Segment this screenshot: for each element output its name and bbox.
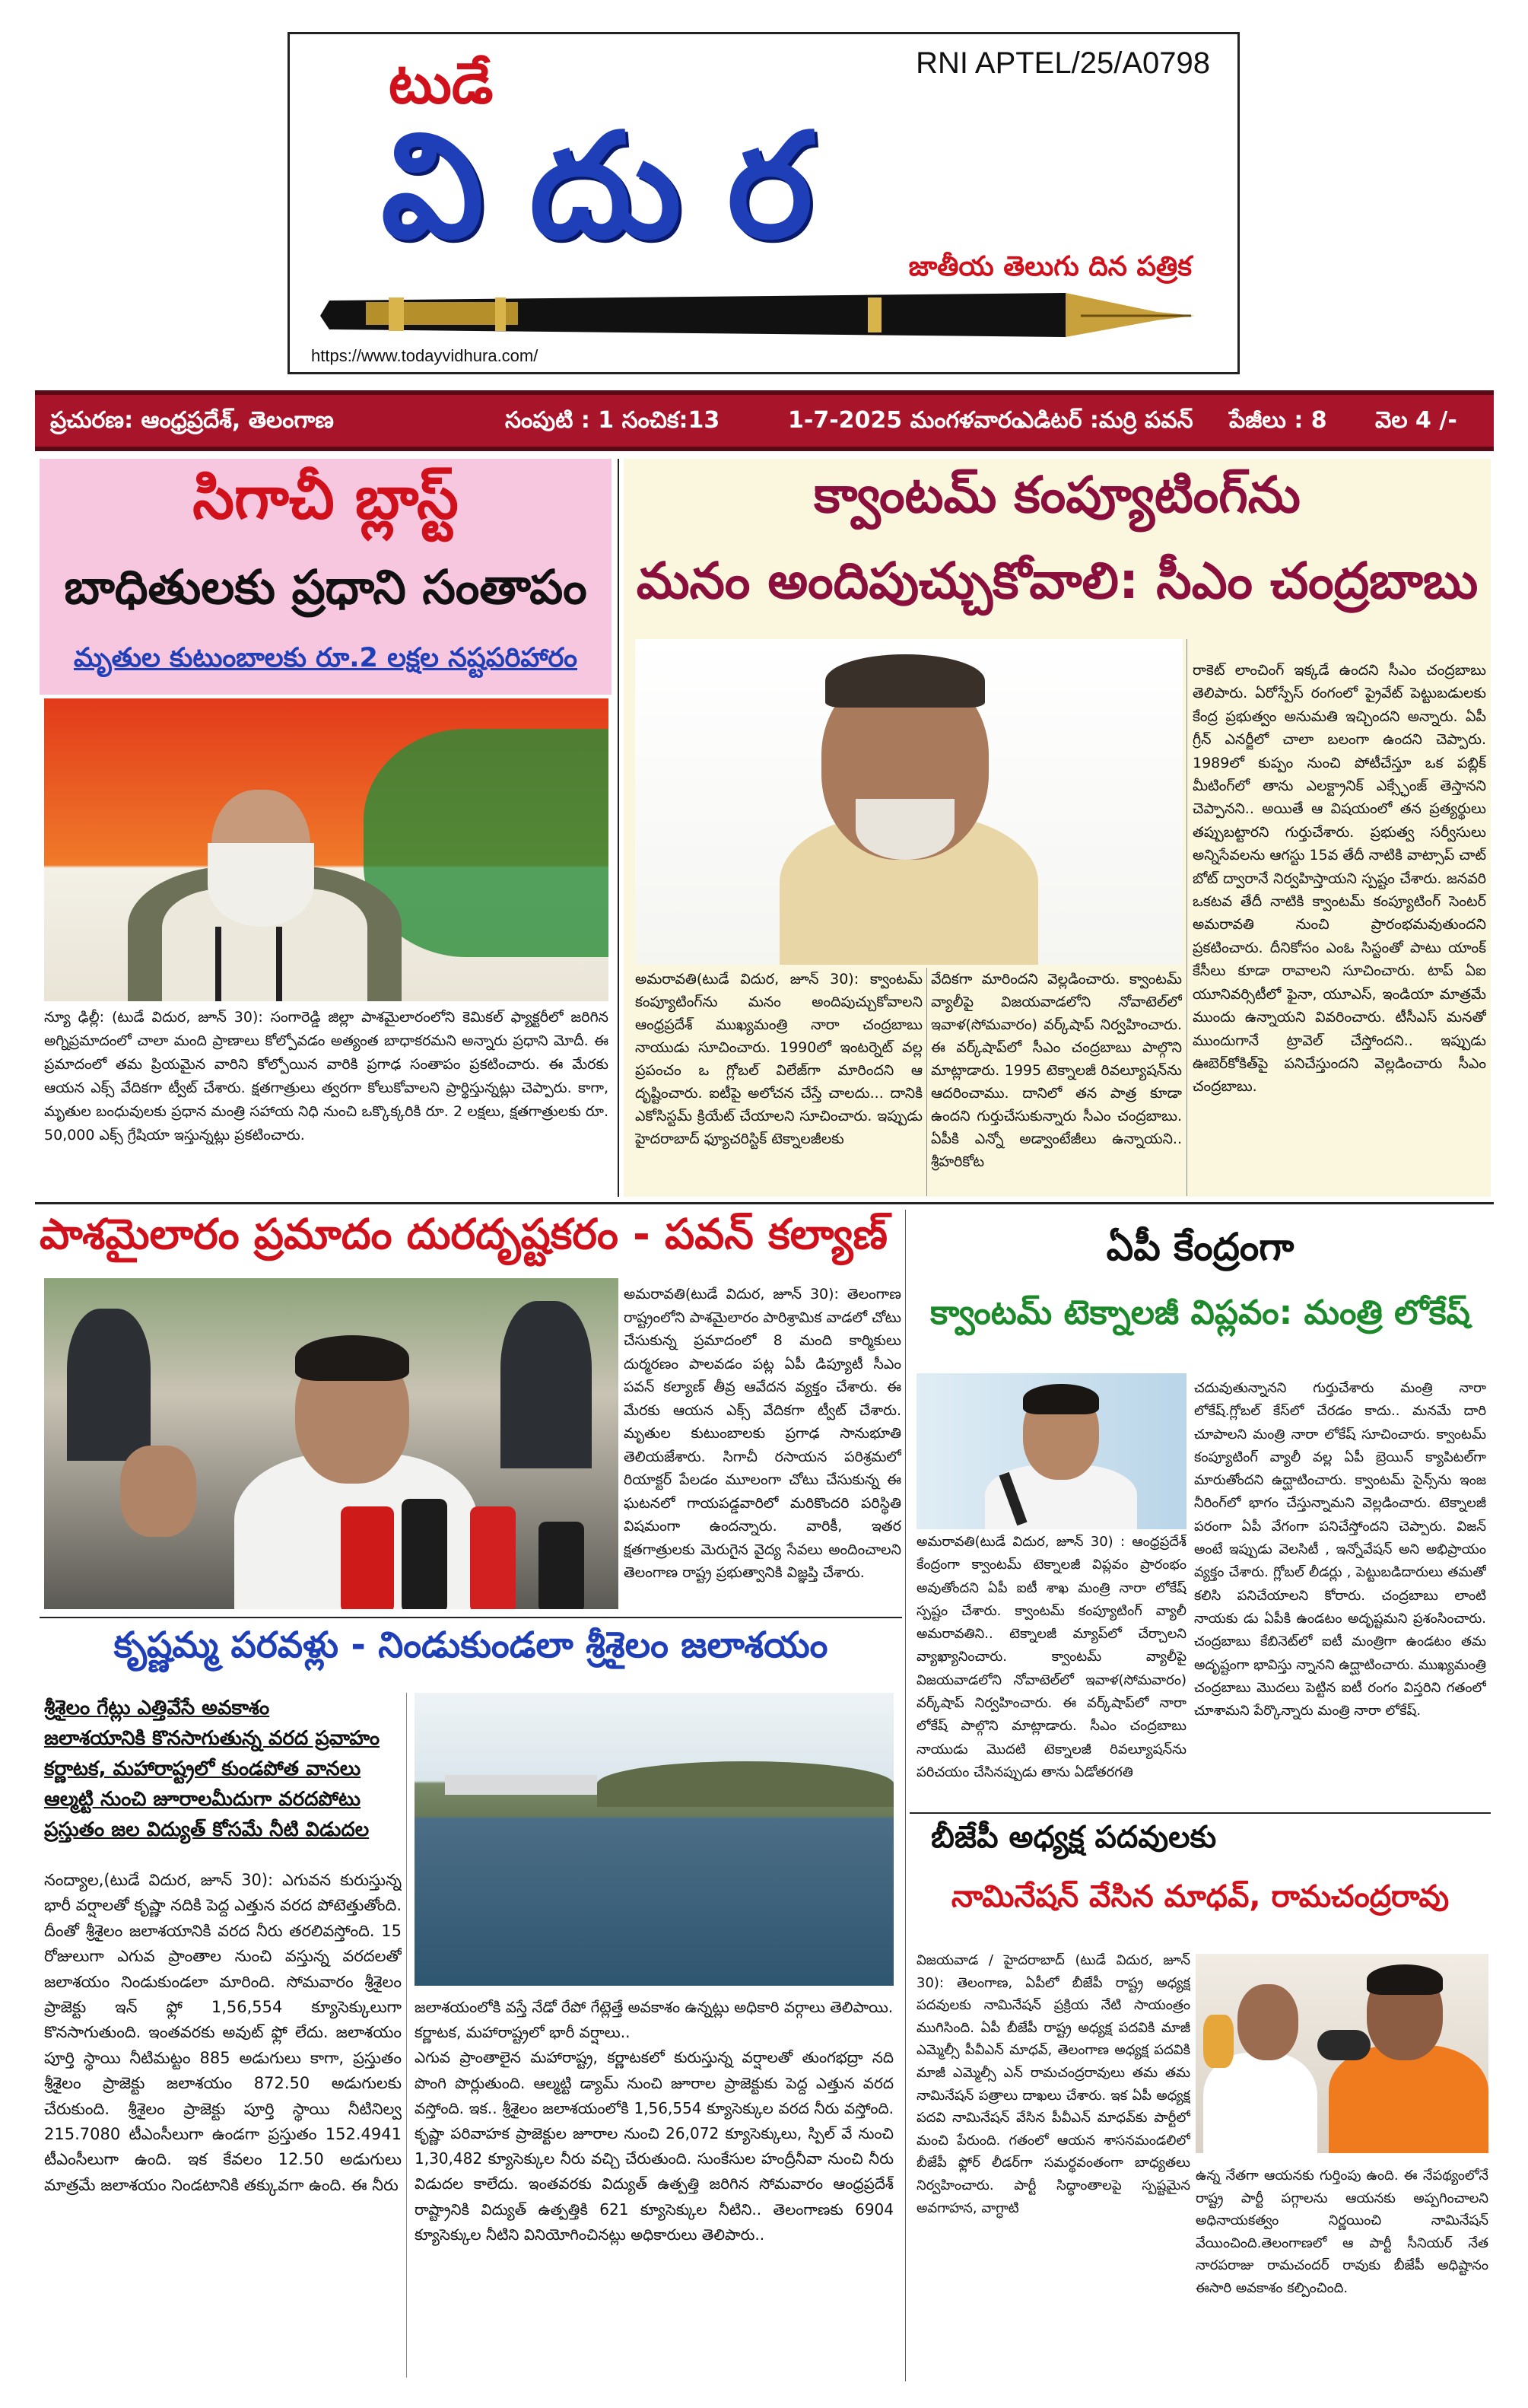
story4-kicker: ఏపీ కేంద్రంగా <box>1106 1225 1295 1269</box>
info-pages: పేజీలు : 8 <box>1229 407 1327 434</box>
story3-headline: పాశమైలారం ప్రమాదం దురదృష్టకరం - పవన్ కల్యాణ్ <box>40 1210 888 1258</box>
masthead-title: విదుర <box>381 102 859 270</box>
masthead-tagline: జాతీయ తెలుగు దిన పత్రిక <box>908 251 1192 282</box>
story6-body-col-a: విజయవాడ / హైదరాబాద్ (టుడే విదుర, జూన్ 30): తెలంగాణ, ఏపీలో బీజేపీ రాష్ట్ర అధ్యక్ష పదవులకు నామినేషన్ ప్రక్రియ నేటి సాయంత్రం ముగిసింది. ఏపీ బీజేపీ రాష్ట్ర అధ్యక్ష పదవికి మాజీ ఎమ్మెల్సీ పీవీఎన్ మాధవ్, తెలంగాణ అధ్యక్ష పదవికి మాజీ ఎమ్మెల్సీ ఎన్ రామచంద్రరావులు తమ తమ నామినేషన్ పత్రాలు దాఖలు చేశారు. ఇక ఏపీ అధ్యక్ష పదవి నామినేషన్ వేసిన పీవీఎన్ మాధవ్‌కు పార్టీలో మంచి పేరుంది. గతంలో ఆయన శాసనమండలిలో బీజేపీ ఫ్లోర్ లీడర్‌గా సమర్థవంతంగా బాధ్యతలు నిర్వహించారు. పార్టీ సిద్ధాంతాలపై స్పష్టమైన అవగాహన, వాగ్ధాటి <box>916 1952 1190 2216</box>
bullet-3: కర్ణాటక, మహారాష్ట్రలో కుండపోత వానలు <box>44 1757 361 1780</box>
website-link[interactable]: https://www.todayvidhura.com/ <box>311 346 538 365</box>
info-date: 1-7-2025 మంగళవారం <box>788 407 1023 434</box>
story1-subhead: మృతుల కుటుంబాలకు రూ.2 లక్షల నష్టపరిహారం <box>73 643 578 673</box>
info-price: వెల 4 /- <box>1375 407 1457 434</box>
story5-body-col-b: జలాశయంలోకి వస్తే నేడో రేపో గేట్లెత్తే అవకాశం ఉన్నట్లు అధికారి వర్గాలు తెలిపాయి. కర్ణాటక, మహారాష్ట్రలో భారీ వర్షాలు.. ఎగువ ప్రాంతాలైన మహారాష్ట్ర, కర్ణాటకలో కురుస్తున్న వర్షాలతో తుంగభద్రా నది పొంగి పొర్లుతుంది. ఆల్మట్టి డ్యామ్ నుంచి జూరాల ప్రాజెక్టుకు పెద్ద ఎత్తున వరద వస్తోంది. ఇక.. శ్రీశైలం జలాశయంలోకి 1,56,554 క్యూసెక్కుల వరద నీరు వస్తోంది. కృష్ణా పరివాహక ప్రాజెక్టుల జూరాల నుంచి 26,072 క్యూసెక్కులు, స్పిల్ వే నుంచి 1,30,482 క్యూసెక్కుల నీరు వచ్చి చేరుతుంది. సుంకేసుల హంద్రీనీవా నుంచి నీరు విడుదల కాలేదు. ఇంతవరకు విద్యుత్ ఉత్పత్తి జరిగిన సోమవారం ఆంధ్రప్రదేశ్ రాష్ట్రానికి విద్యుత్ ఉత్పత్తికి 621 క్యూసెక్కుల నీటిని.. తెలంగాణకు 6904 క్యూసెక్కుల నీటిని వినియోగించినట్లు అధికారులు తెలిపారు.. <box>415 1998 894 2244</box>
modi-photo <box>44 698 608 1001</box>
masthead-today: టుడే <box>389 51 494 116</box>
info-publication: ప్రచురణ: ఆంధ్రప్రదేశ్, తెలంగాణ <box>50 407 334 434</box>
info-editor: ఎడిటర్ :మర్రి పవన్ <box>1018 407 1193 434</box>
story4-body-col-a: అమరావతి(టుడే విదుర, జూన్ 30) : ఆంధ్రప్రదేశ్ కేంద్రంగా క్వాంటమ్ టెక్నాలజీ విప్లవం ప్రారంభం అవుతోందని ఏపీ ఐటీ శాఖ మంత్రి నారా లోకేష్ స్పష్టం చేశారు. క్వాంటమ్ కంప్యూటింగ్ వ్యాలీ అమరావతిని.. టెక్నాలజీ మ్యాప్‌లో చేర్చాలని వ్యాఖ్యానించారు. క్వాంటమ్ వ్యాలీపై విజయవాడలోని నోవాటెల్‌లో ఇవాళ(సోమవారం) వర్క్‌షాప్ నిర్వహించారు. ఈ వర్క్‌షాప్‌లో నారా లోకేష్ పాల్గొని మాట్లాడారు. సీఎం చంద్రబాబు నాయుడు మొదటి టెక్నాలజీ రివల్యూషన్‌ను పరిచయం చేసినప్పుడు తాను ఏడోతరగతి <box>916 1534 1187 1780</box>
masthead <box>287 32 1240 374</box>
story4-headline: క్వాంటమ్ టెక్నాలజీ విప్లవం: మంత్రి లోకేష్ <box>930 1293 1470 1332</box>
info-bar <box>35 390 1494 451</box>
story2-headline-line2: మనం అందిపుచ్చుకోవాలి: సీఎం చంద్రబాబు <box>636 552 1479 610</box>
story1-body: న్యూ ఢిల్లీ: (టుడే విదుర, జూన్ 30): సంగారెడ్డి జిల్లా పాశమైలారంలోని కెమికల్ ఫ్యాక్టరీలో జరిగిన అగ్నిప్రమాదంలో చాలా మంది ప్రాణాలు కోల్పోవడం అత్యంత బాధాకరమని అన్నారు ప్రధాని మోదీ. ఈ ప్రమాదంలో తమ ప్రియమైన వారిని కోల్పోయిన వారికి ప్రగాఢ సంతాపం ప్రకటించారు. ఈ మేరకు ఆయన ఎక్స్ వేదికగా ట్వీట్ చేశారు. క్షతగాత్రులు త్వరగా కోలుకోవాలని ప్రార్థిస్తున్నట్లు చెప్పారు. కాగా, మృతుల బంధువులకు ప్రధాన మంత్రి సహాయ నిధి నుంచి ఒక్కొక్కరికి రూ. 2 లక్షలు, క్షతగాత్రులకు రూ. 50,000 ఎక్స్ గ్రేషియా ఇస్తున్నట్లు ప్రకటించారు. <box>44 1009 608 1144</box>
bullet-5: ప్రస్తుతం జల విద్యుత్ కోసమే నీటి విడుదల <box>44 1818 370 1841</box>
chandrababu-photo <box>635 639 1183 965</box>
story6-kicker: బీజేపీ అధ్యక్ష పదవులకు <box>931 1820 1217 1855</box>
rni-number: RNI APTEL/25/A0798 <box>916 46 1210 80</box>
story2-body-col-b: వేదికగా మారిందని వెల్లడించారు. క్వాంటమ్ వ్యాలీపై విజయవాడలోని నోవాటెల్‌లో ఇవాళ(సోమవారం) వర్క్‌షాప్ నిర్వహించారు. ఈ వర్క్‌షాప్‌లో సీఎం చంద్రబాబు పాల్గొని మాట్లాడారు. 1995 టెక్నాలజీ రివల్యూషన్‌ను ఆదరించాము. దానిలో తన పాత్ర కూడా ఉందని గుర్తుచేసుకున్నారు సీఎం చంద్రబాబు. ఏపీకి ఎన్నో అడ్వాంటేజీలు ఉన్నాయని.. శ్రీహరికోట <box>931 971 1182 1170</box>
story6-headline: నామినేషన్ వేసిన మాధవ్, రామచంద్రరావు <box>951 1879 1450 1914</box>
story1-kicker: సిగాచీ బ్లాస్ట్ <box>192 464 459 533</box>
story2-body-col-a: అమరావతి(టుడే విదుర, జూన్ 30): క్వాంటమ్ కంప్యూటింగ్‌ను మనం అందిపుచ్చుకోవాలని ఆంధ్రప్రదేశ్ ముఖ్యమంత్రి నారా చంద్రబాబు నాయుడు సూచించారు. 1990లో ఇంటర్నెట్ వల్ల ప్రపంచం ఒ గ్లోబల్ విలేజ్‌గా మారిందని ఆ దృష్టించారు. ఐటీపై అలోచన చేస్తే చాలదు... దానికి ఎకోసిస్టమ్ క్రియేట్ చేయాలని సూచించారు. ఇప్పుడు హైదరాబాద్ ఫ్యూచరిస్టిక్ టెక్నాలజీలకు <box>635 971 923 1147</box>
lokesh-photo <box>916 1373 1187 1529</box>
story6-body-col-b: ఉన్న నేతగా ఆయనకు గుర్తింపు ఉంది. ఈ నేపథ్యంలోనే రాష్ట్ర పార్టీ పగ్గాలను ఆయనకు అప్పగించాలని అధినాయకత్వం నిర్ణయించి నామినేషన్ వేయించింది.తెలంగాణలో ఆ పార్టీ సీనియర్ నేత నారపరాజు రామచందర్ రావుకు బీజేపీ అధిష్టానం ఈసారి అవకాశం కల్పించింది. <box>1196 2168 1488 2296</box>
srisailam-dam-photo <box>415 1693 894 1986</box>
story2-body-col-c: రాకెట్ లాంచింగ్ ఇక్కడే ఉందని సీఎం చంద్రబాబు తెలిపారు. ఏరోస్పేస్ రంగంలో ప్రైవేట్ పెట్టుబడులకు కేంద్ర ప్రభుత్వం అనుమతి ఇచ్చిందని అన్నారు. ఏపీ గ్రీన్ ఎనర్జీలో చాలా బలంగా ఉందని చెప్పారు. 1989లో కుప్పం నుంచి పోటీచేస్తూ ఒక పబ్లిక్ మీటింగ్‌లో తాను ఎలక్ట్రానిక్ ఎక్స్ఛేంజ్ తెస్తానని చెప్పానని.. అయితే ఆ విషయంలో తన ప్రత్యర్థులు తప్పుబట్టారని గుర్తుచేశారు. ప్రభుత్వ సర్వీసులు అన్నిసేవలను ఆగస్టు 15వ తేదీ నాటికి వాట్సాప్ చాట్ బోట్ ద్వారానే నిర్వహిస్తాయని స్పష్టం చేశారు. జనవరి ఒకటవ తేదీ నాటికి క్వాంటమ్ కంప్యూటింగ్ సెంటర్ అమరావతి నుంచి ప్రారంభమవుతుందని ప్రకటించారు. దీనికోసం ఎంఓ సిస్టంతో పాటు యాంక్ కేసీలు కూడా రావాలని సూచించారు. టాప్ ఏఐ యూనివర్సిటీలో ఫైనా, యూఎస్, ఇండియా మాత్రమే ముందు ఉన్నాయని వివరించారు. టీసీఎస్ మనతో ముందుగానే ట్రావెల్ చేస్తోందని.. ఇప్పుడు ఊబెర్‌కోకిత్‌పై పనిచేస్తుందని వెల్లడించారు సీఎం చంద్రబాబు. <box>1193 662 1486 1096</box>
story1-headline: బాధితులకు ప్రధాని సంతాపం <box>64 559 587 615</box>
story3-body: అమరావతి(టుడే విదుర, జూన్ 30): తెలంగాణ రాష్ట్రంలోని పాశమైలారం పారిశ్రామిక వాడలో చోటు చేసుకున్న ప్రమాదంలో 8 మంది కార్మికులు దుర్మరణం పాలవడం పట్ల ఏపీ డిప్యూటీ సీఎం పవన్ కల్యాణ్ తీవ్ర ఆవేదన వ్యక్తం చేశారు. ఈ మేరకు ఆయన ఎక్స్ వేదికగా ట్వీట్ చేశారు. మృతుల కుటుంబాలకు ప్రగాఢ సానుభూతి తెలియజేశారు. సిగాచీ రసాయన పరిశ్రమలో రియాక్టర్ పేలడం మూలంగా చోటు చేసుకున్న ఈ ఘటనలో గాయపడ్డవారిలో మరికొందరి పరిస్థితి విషమంగా ఉందన్నారు. వారికీ, ఇతర క్షతగాత్రులకు మెరుగైన వైద్య సేవలు అందించాలని తెలంగాణ రాష్ట్ర ప్రభుత్వానికి విజ్ఞప్తి చేశారు. <box>624 1286 901 1581</box>
pawan-kalyan-photo <box>44 1278 618 1609</box>
bullet-1: శ్రీశైలం గేట్లు ఎత్తివేసే అవకాశం <box>44 1697 270 1719</box>
bullet-2: జలాశయానికి కొనసాగుతున్న వరద ప్రవాహం <box>44 1727 380 1750</box>
story5-headline: కృష్ణమ్మ పరవళ్లు - నిండుకుండలా శ్రీశైలం జలాశయం <box>113 1624 828 1666</box>
story5-bullets <box>44 1693 402 1845</box>
bjp-leaders-photo <box>1196 1954 1488 2153</box>
info-volume: సంపుటి : 1 సంచిక:13 <box>505 407 720 434</box>
story4-body-col-b: చదువుతున్నానని గుర్తుచేశారు మంత్రి నారా లోకేష్.గ్లోబల్ కేస్‌లో చేరడం కాదు.. మనమే దారి చూపాలని మంత్రి నారా లోకేష్ సూచించారు. క్వాంటమ్ కంప్యూటింగ్ వ్యాలీ వల్ల ఏపీ బ్రెయిన్ క్యాపిటల్‌గా మారుతోందని ఉద్ఘాటించారు. క్వాంటమ్ సైన్స్‌ను ఇంజ నీరింగ్‌లో భాగం చేస్తున్నామని వెల్లడించారు. టెక్నాలజీ పరంగా ఏపీ వేగంగా పనిచేస్తోందని చెప్పారు. విజన్ అంటే ఇప్పుడు వెలసిటీ , ఇన్నోవేషన్ అని అభిప్రాయం వ్యక్తం చేశారు. గ్లోబల్ లీడర్లు , పెట్టుబడిదారులు తమతో కలిసి పనిచేయాలని కోరారు. చంద్రబాబు లాంటి నాయకు డు ఏపీకి ఉండటం అదృష్టమని ప్రశంసించారు. చంద్రబాబు కేబినెట్‌లో ఐటీ మంత్రిగా ఉండటం తమ అదృష్టంగా భావిస్తు న్నానని ఉద్ఘాటించారు. ముఖ్యమంత్రి చంద్రబాబు మొదలు పెట్టిన ఐటీ రంగం విస్తరిని గతంలో చూశామని పేర్కొన్నారు మంత్రి నారా లోకేష్. <box>1194 1380 1486 1719</box>
story5-body-col-a: నంద్యాల,(టుడే విదుర, జూన్ 30): ఎగువన కురుస్తున్న భారీ వర్షాలతో కృష్ణా నదికి పెద్ద ఎత్తున వరద పోటెత్తుతోంది. దీంతో శ్రీశైలం జలాశయానికి వరద నీరు తరలివస్తోంది. 15 రోజులుగా ఎగువ ప్రాంతాల నుంచి వస్తున్న వరదలతో జలాశయం నిండుకుండలా మారింది. సోమవారం శ్రీశైలం ప్రాజెక్టు ఇన్ ఫ్లో 1,56,554 క్యూసెక్కులుగా కొనసాగుతుంది. ఇంతవరకు అవుట్ ఫ్లో లేదు. జలాశయం పూర్తి స్థాయి నీటిమట్టం 885 అడుగులు కాగా, ప్రస్తుతం శ్రీశైలం ప్రాజెక్టు జలాశయం 872.50 అడుగులకు చేరుకుంది. శ్రీశైలం ప్రాజెక్టు పూర్తి స్థాయి నీటినిల్వ 215.7080 టీఎంసీలుగా ఉండగా ప్రస్తుతం 152.4941 టీఎంసీలుగా ఉంది. ఇక కేవలం 12.50 అడుగులు మాత్రమే జలాశయం నిండటానికి తక్కువగా ఉంది. ఈ నీరు <box>44 1871 402 2194</box>
bullet-4: ఆల్మట్టి నుంచి జూరాలమీదుగా వరదపోటు <box>44 1788 361 1811</box>
story2-headline-line1: క్వాంటమ్ కంప్యూటింగ్‌ను <box>814 466 1301 524</box>
